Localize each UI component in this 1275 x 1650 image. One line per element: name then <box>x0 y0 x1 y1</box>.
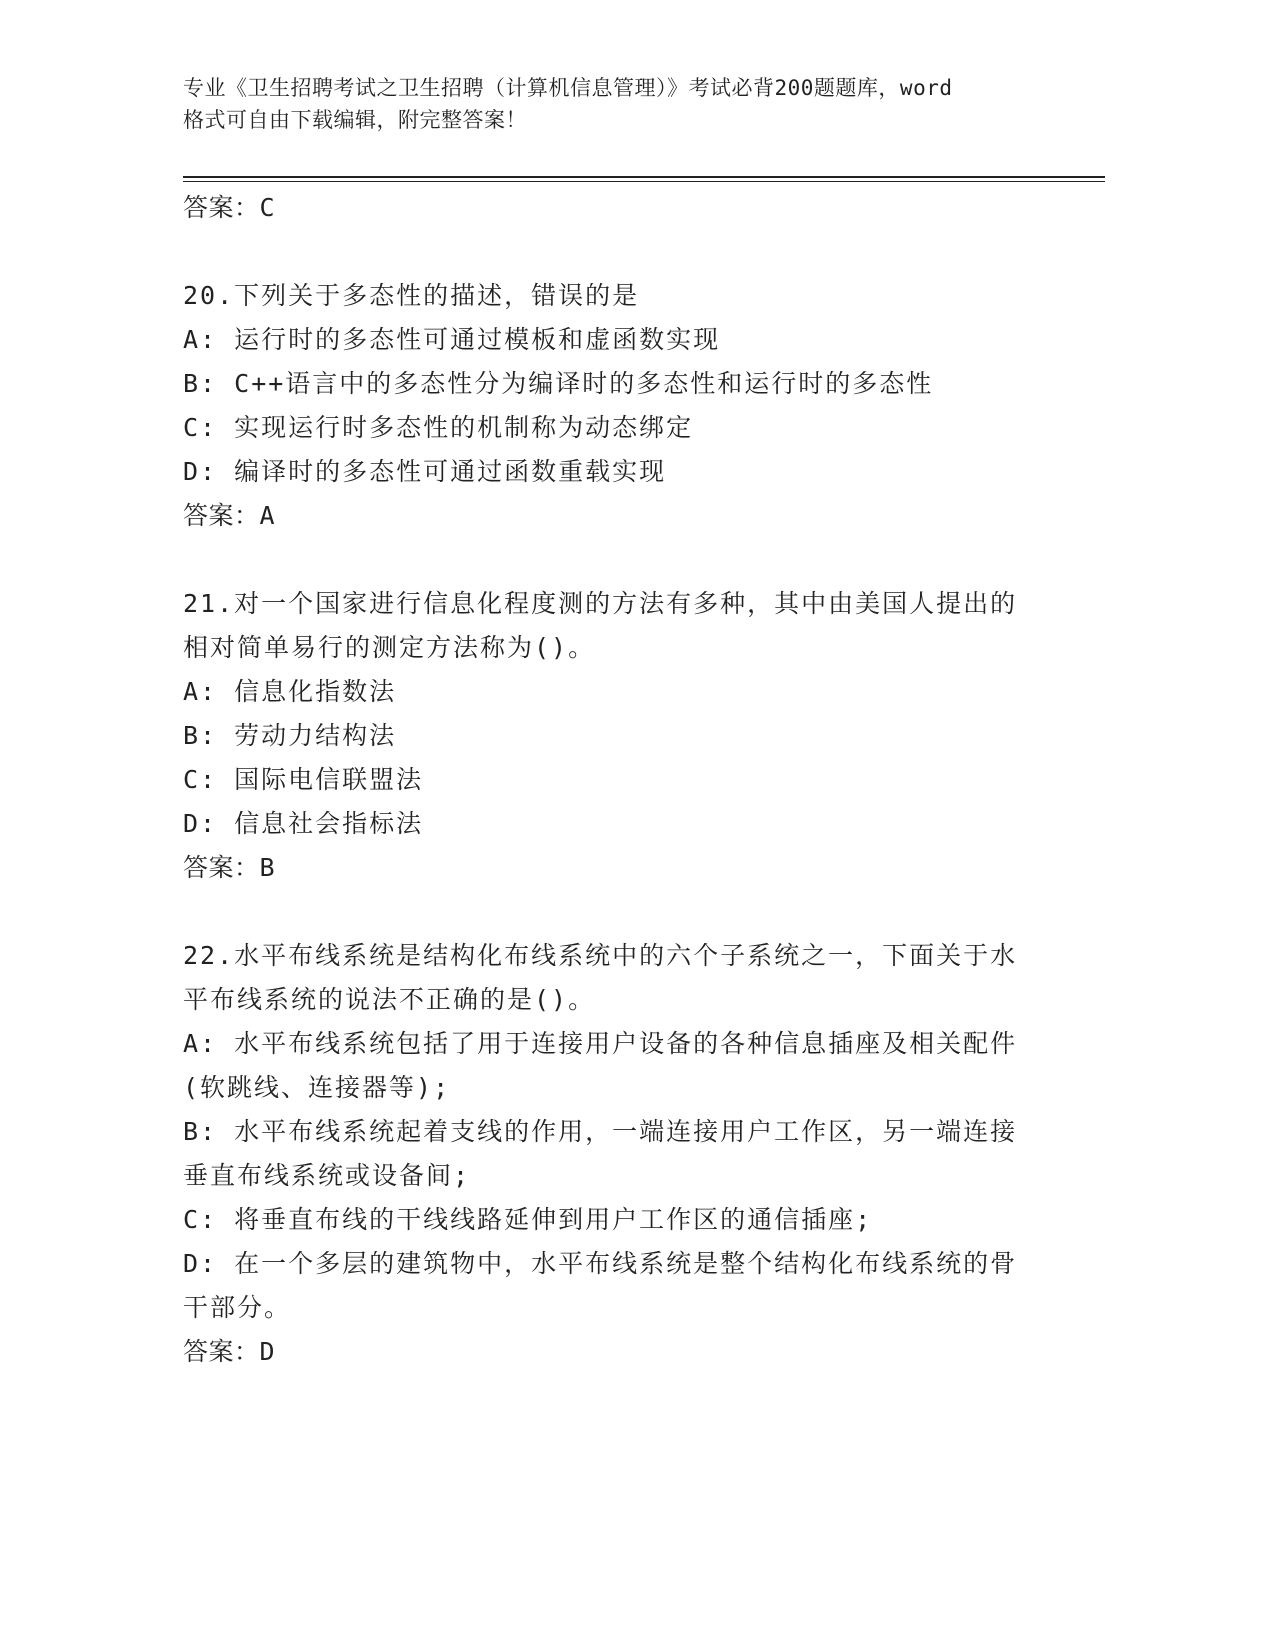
option-line: D: 信息社会指标法 <box>183 809 424 838</box>
document-header <box>183 72 1063 136</box>
answer-label: 答案： <box>183 1337 260 1366</box>
answer-label: 答案： <box>183 193 260 222</box>
answer-line <box>183 846 1063 890</box>
question-block <box>183 274 1063 538</box>
header-rule-thick <box>183 176 1105 178</box>
option-line: B: 水平布线系统起着支线的作用，一端连接用户工作区，另一端连接 <box>183 1117 1018 1146</box>
option-line: A: 水平布线系统包括了用于连接用户设备的各种信息插座及相关配件 <box>183 1029 1018 1058</box>
option-line: B: 劳动力结构法 <box>183 721 397 750</box>
document-content <box>183 186 1063 1374</box>
option-line: (软跳线、连接器等); <box>183 1073 451 1102</box>
answer-value: A <box>259 501 276 530</box>
answer-label: 答案： <box>183 853 260 882</box>
answer-label: 答案： <box>183 501 260 530</box>
question-block <box>183 934 1063 1374</box>
answer-line <box>183 1330 1063 1374</box>
option-line: A: 信息化指数法 <box>183 677 397 706</box>
answer-line <box>183 186 1063 230</box>
question-stem-line: 相对简单易行的测定方法称为()。 <box>183 633 596 662</box>
option-line: C: 实现运行时多态性的机制称为动态绑定 <box>183 413 694 442</box>
option-line: D: 编译时的多态性可通过函数重载实现 <box>183 457 667 486</box>
option-line: D: 在一个多层的建筑物中，水平布线系统是整个结构化布线系统的骨 <box>183 1249 1018 1278</box>
answer-line <box>183 494 1063 538</box>
question-stem-line: 21.对一个国家进行信息化程度测的方法有多种，其中由美国人提出的 <box>183 589 1018 618</box>
option-line: 干部分。 <box>183 1293 292 1322</box>
answer-value: C <box>259 193 276 222</box>
question-list <box>183 274 1063 1374</box>
question-stem-line: 22.水平布线系统是结构化布线系统中的六个子系统之一，下面关于水 <box>183 941 1018 970</box>
question-stem-line: 20.下列关于多态性的描述，错误的是 <box>183 281 640 310</box>
question-stem-line: 平布线系统的说法不正确的是()。 <box>183 985 596 1014</box>
option-line: B: C++语言中的多态性分为编译时的多态性和运行时的多态性 <box>183 369 934 398</box>
header-rule-thin <box>183 181 1105 182</box>
option-line: 垂直布线系统或设备间; <box>183 1161 471 1190</box>
header-line-1: 专业《卫生招聘考试之卫生招聘（计算机信息管理）》考试必背200题题库，word <box>183 76 953 100</box>
answer-value: D <box>259 1337 276 1366</box>
option-line: C: 将垂直布线的干线线路延伸到用户工作区的通信插座; <box>183 1205 873 1234</box>
header-line-2: 格式可自由下载编辑，附完整答案！ <box>183 108 527 132</box>
option-line: A: 运行时的多态性可通过模板和虚函数实现 <box>183 325 721 354</box>
answer-value: B <box>259 853 276 882</box>
question-block <box>183 582 1063 890</box>
option-line: C: 国际电信联盟法 <box>183 765 424 794</box>
